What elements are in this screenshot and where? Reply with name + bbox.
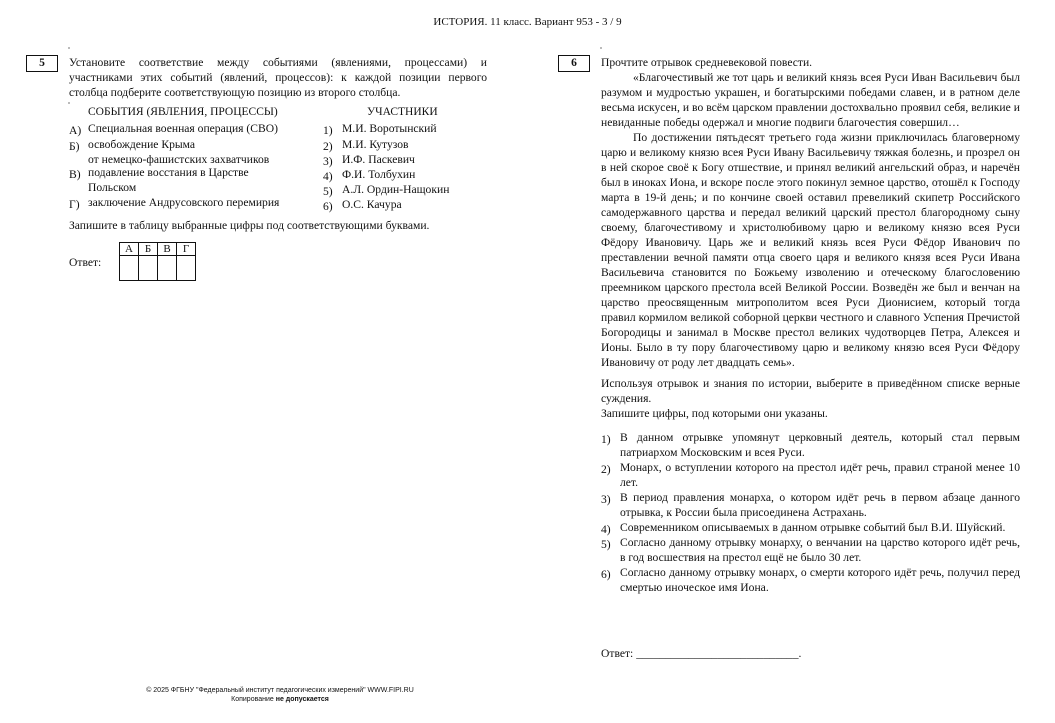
margin-mark xyxy=(68,102,70,104)
task5-write-instruction: Запишите в таблицу выбранные цифры под соответствующими буквами. xyxy=(69,219,430,232)
task6-write-instruction: Запишите цифры, под которыми они указаны. xyxy=(601,407,828,420)
answer-cell[interactable] xyxy=(120,256,139,281)
task5-answer-label: Ответ: xyxy=(69,256,102,269)
answer-cell[interactable] xyxy=(158,256,177,281)
margin-mark xyxy=(600,47,602,49)
options-list xyxy=(601,430,1020,595)
task6-question: Используя отрывок и знания по истории, выберите в приведённом списке верные суждения. xyxy=(601,377,1020,405)
task6-body xyxy=(601,55,1020,595)
task6-answer xyxy=(601,647,801,660)
participants-column-header: УЧАСТНИКИ xyxy=(367,106,438,118)
option-item: 6) Согласно данному отрывку монарх, о смерти которого идёт речь, получил перед смертью иноческое имя Иона. xyxy=(601,566,1020,594)
answer-table-header: А xyxy=(120,243,139,256)
option-item: 5) Согласно данному отрывку монарху, о венчании на царство которого идёт речь, в год восшествия на престол ещё не было 30 лет. xyxy=(601,536,1020,564)
option-item: 3) В период правления монарха, о котором идёт речь в первом абзаце данного отрывка, к России была присоединена Астрахань. xyxy=(601,491,1020,519)
task5-instruction: Установите соответствие между событиями (явлениями, процессами) и участниками этих событий (явлений, процессов): к каждой позиции первого столбца подберите соответствующую позицию из второго столбца. xyxy=(69,56,487,99)
answer-table xyxy=(119,242,196,281)
option-item: 1) В данном отрывке упомянут церковный деятель, который стал первым патриархом Московским и всея Руси. xyxy=(601,431,1020,459)
task-number-5: 5 xyxy=(26,55,58,72)
task6-intro: Прочтите отрывок средневековой повести. xyxy=(601,56,813,69)
task6-answer-line[interactable]: ____________________________. xyxy=(636,647,802,660)
margin-mark xyxy=(68,47,70,49)
events-column-header: СОБЫТИЯ (ЯВЛЕНИЯ, ПРОЦЕССЫ) xyxy=(88,106,278,118)
answer-cell[interactable] xyxy=(139,256,158,281)
task-number-6: 6 xyxy=(558,55,590,72)
copy-notice: Копирование не допускается xyxy=(231,696,329,703)
answer-table-header: Г xyxy=(177,243,196,256)
option-item: 4) Современником описываемых в данном отрывке событий был В.И. Шуйский. xyxy=(601,521,1006,536)
copyright: © 2025 ФГБНУ "Федеральный институт педагогических измерений" WWW.FIPI.RU xyxy=(146,687,414,694)
story-paragraph: «Благочестивый же тот царь и великий князь всея Руси Иван Васильевич был разумом и мудростью украшен, и богатырскими победами славен, и в ратном деле весьма искусен, и во всём царском правлении достохвально проявил себя, великие и невиданные победы одержал и многие подвиги благочестия совершил… xyxy=(601,71,1020,129)
option-item: 2) Монарх, о вступлении которого на престол идёт речь, правил страной менее 10 лет. xyxy=(601,461,1020,489)
answer-table-header: В xyxy=(158,243,177,256)
answer-table-header: Б xyxy=(139,243,158,256)
story-paragraph: По достижении пятьдесят третьего года жизни приключилась благоверному царю и великому князю всея Руси Ивану Васильевичу тяжкая болезнь, и прозрел он в ней скорое своё к Богу отшествие, и принял великий ангельский образ, и наречён был в иноках Иона, и вскоре после этого покинул земное царство, отошёл к Господу марта в 19-й день; и по кончине своей оставил превеликий скипетр Российского самодержавного царства и передал великий царский престол благородному сыну своему, благочестивому и христолюбивому царю и великому князю всея Руси Фёдору Ивановичу. Царь же и великий князь всея Руси Фёдор Иванович по преставлении вечной памяти отца своего царя и великого князя всея Руси Ивана Васильевича становится по Божьему изволению и отеческому благословению преемником царского престола всей Великой России. Возведён же был и венчан на царство преосвященным митрополитом всея Руси Дионисием, который тогда правил кормилом великой соборной церкви честного и славного Успения Пречистой Богородицы и занимал в Москве престол великих чудотворцев Петра, Алексея и Ионы. Было в ту пору благочестивому царю и великому князю всея Руси Фёдору Ивановичу от роду лет двадцать семь». xyxy=(601,131,1020,369)
answer-cell[interactable] xyxy=(177,256,196,281)
page-header: ИСТОРИЯ. 11 класс. Вариант 953 - 3 / 9 xyxy=(433,16,622,28)
task6-answer-label: Ответ: xyxy=(601,647,634,660)
